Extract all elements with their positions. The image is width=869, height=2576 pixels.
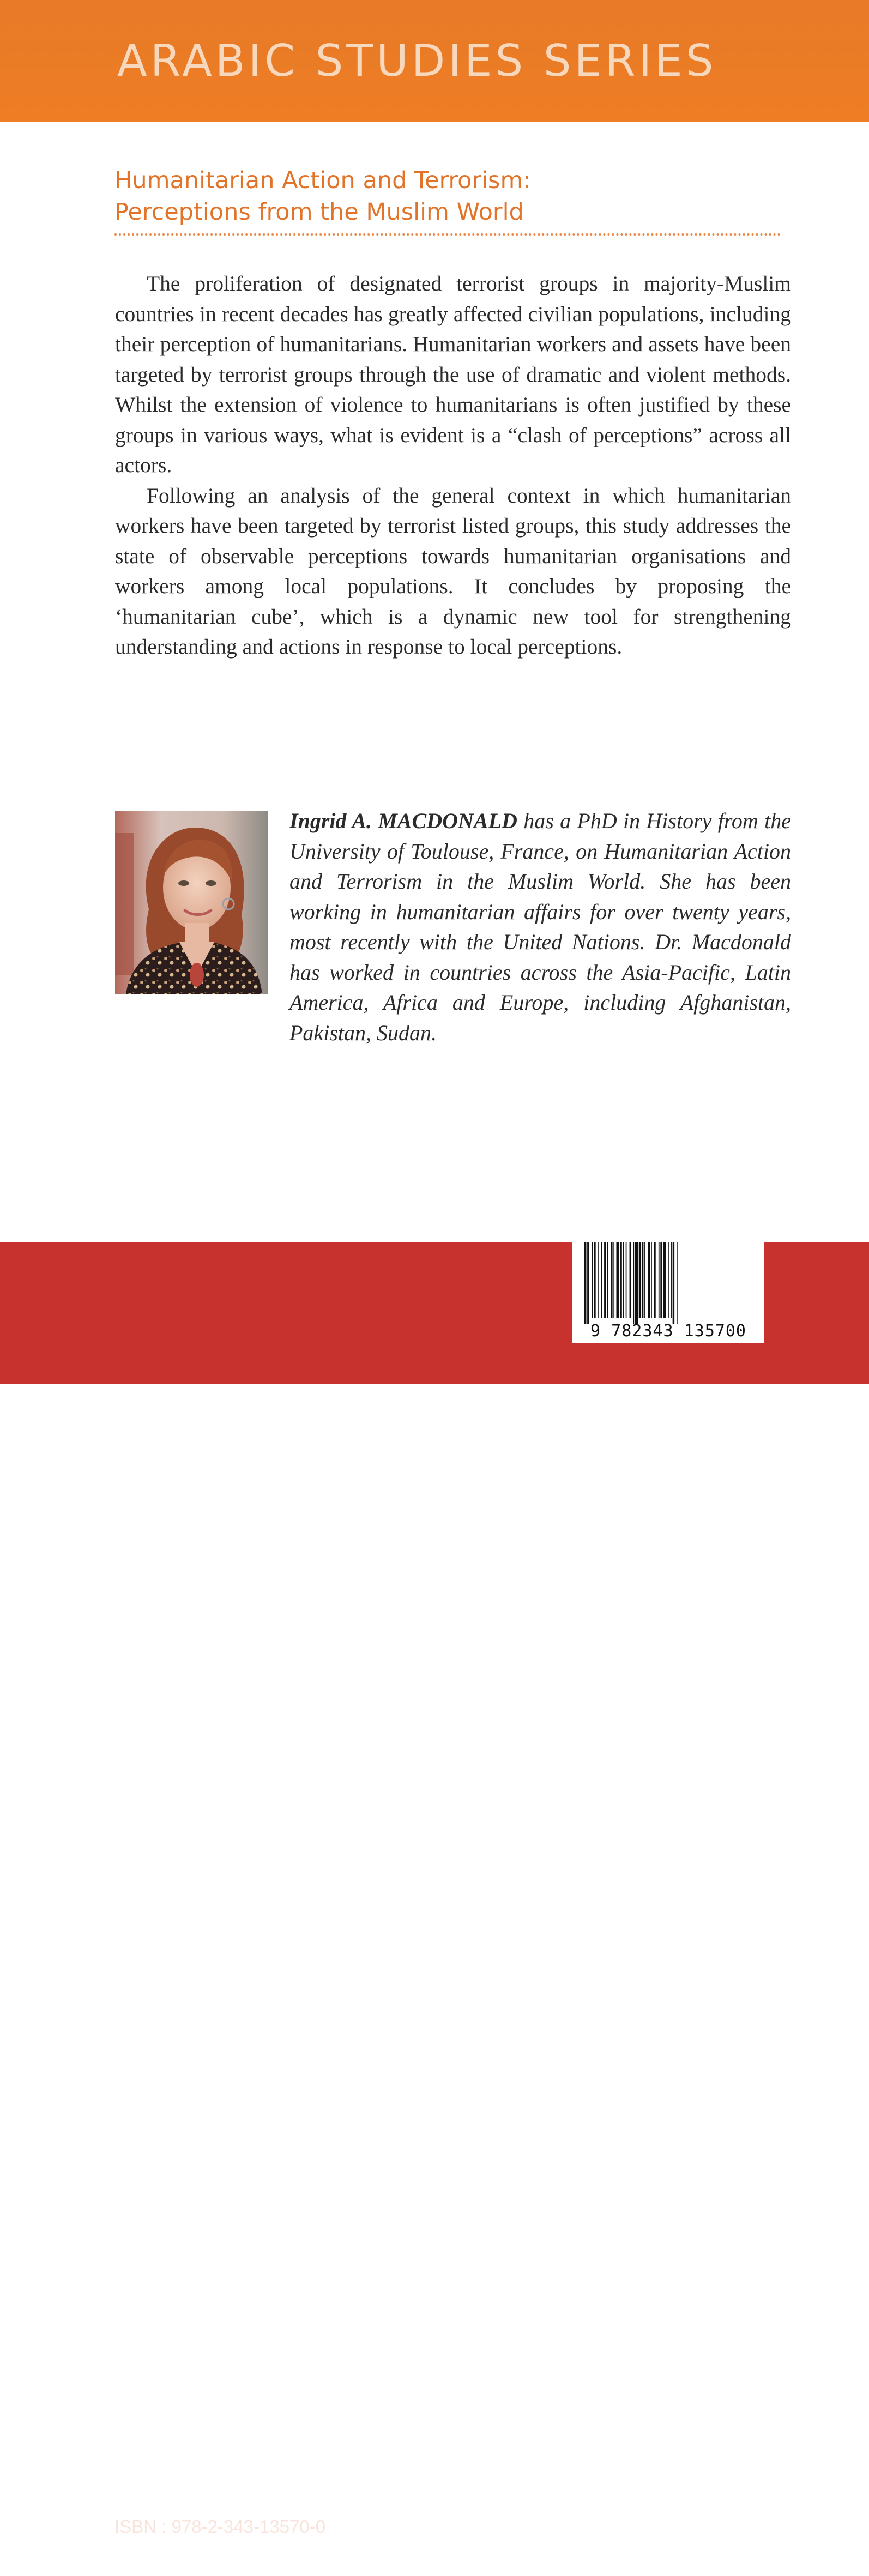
barcode-bar	[630, 1242, 631, 1318]
author-bio-text: has a PhD in History from the University of Toulouse, France, on Humanitarian Action and Terrorism in the Muslim World. She has been working in humanitarian affairs for over twenty years, most recently with the United Nations. Dr. Macdonald has worked in countries across the Asia-Pacific, Latin America, Africa and Europe, including Afghanistan, Pakistan, Sudan.	[289, 809, 791, 1045]
author-bio	[289, 806, 791, 1048]
barcode-bar	[663, 1242, 666, 1318]
blurb-paragraph-2: Following an analysis of the general context in which humanitarian workers have been targeted by terrorist listed groups, this study addresses the state of observable perceptions towards humanitarian organisations and workers among local populations. It concludes by proposing the ‘humanitarian cube’, which is a dynamic new tool for strengthening understanding and actions in response to local perceptions.	[115, 483, 791, 659]
barcode-digits: 9 782343 135700	[590, 1322, 746, 1341]
barcode-bar	[611, 1242, 612, 1318]
barcode-bar	[598, 1242, 599, 1318]
barcode-bar	[639, 1242, 641, 1318]
barcode-bar	[607, 1242, 608, 1318]
series-header-band	[0, 0, 869, 122]
barcode-bar	[671, 1242, 672, 1318]
price-label: 31,50 €	[114, 2547, 190, 2575]
barcode-bar	[620, 1242, 621, 1318]
barcode-bar	[592, 1242, 593, 1318]
barcode-bar	[616, 1242, 619, 1318]
book-title-line-1: Humanitarian Action and Terrorism:	[114, 167, 531, 194]
book-title	[114, 165, 796, 228]
barcode-bar	[587, 1242, 589, 1324]
barcode-bar	[651, 1242, 652, 1318]
barcode-bar	[623, 1242, 624, 1318]
barcode-bar	[644, 1242, 645, 1318]
barcode-bar	[626, 1242, 627, 1318]
series-title: ARABIC STUDIES SERIES	[117, 35, 717, 86]
barcode-bar	[642, 1242, 643, 1318]
barcode-bar	[584, 1242, 586, 1324]
barcode-bar	[673, 1242, 674, 1324]
barcode-bar	[677, 1242, 678, 1324]
barcode-bar	[633, 1242, 634, 1324]
barcode-bar	[660, 1242, 662, 1318]
barcode-bar	[635, 1242, 638, 1324]
barcode-bar	[659, 1242, 660, 1318]
barcode-bar	[654, 1242, 655, 1318]
barcode-bar	[604, 1242, 606, 1318]
author-photo	[115, 811, 268, 994]
blurb-paragraph-1: The proliferation of designated terrorist groups in majority-Muslim countries in recent decades has greatly affected civilian populations, including their perception of humanitarians. Humanitarian workers and assets have been targeted by terrorist groups through the use of dramatic and violent methods. Whilst the extension of violence to humanitarians is often justified by these groups in various ways, what is evident is a “clash of perceptions” across all actors.	[115, 272, 791, 477]
barcode-bar	[648, 1242, 650, 1318]
barcode-bar	[668, 1242, 669, 1318]
barcode-bar	[601, 1242, 602, 1318]
isbn-label: ISBN : 978-2-343-13570-0	[114, 2517, 326, 2537]
barcode-bar	[594, 1242, 595, 1318]
author-name: Ingrid A. MACDONALD	[289, 809, 517, 833]
barcode	[572, 1232, 764, 1343]
author-portrait-illustration	[115, 811, 268, 994]
barcode-bar	[613, 1242, 614, 1318]
back-cover-blurb	[115, 269, 791, 662]
book-title-line-2: Perceptions from the Muslim World	[114, 198, 524, 226]
title-divider	[114, 233, 781, 236]
